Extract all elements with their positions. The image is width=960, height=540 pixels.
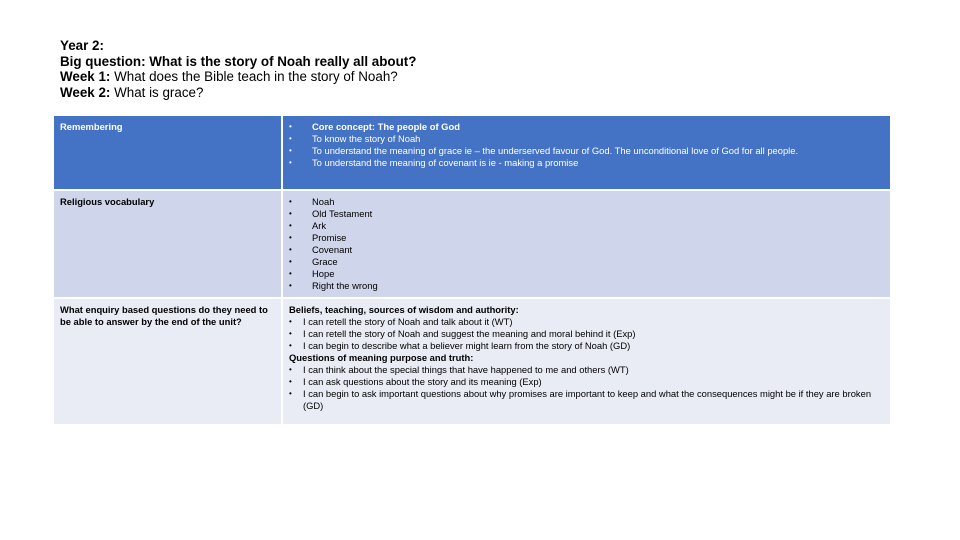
table-row bbox=[54, 189, 890, 297]
big-question-line: Big question: What is the story of Noah really all about? bbox=[60, 53, 417, 69]
week1-line: Week 1: What does the Bible teach in the story of Noah? bbox=[60, 69, 398, 84]
year-line: Year 2: bbox=[60, 38, 104, 53]
page-header bbox=[60, 38, 416, 100]
beliefs-heading: Beliefs, teaching, sources of wisdom and authority: bbox=[289, 304, 519, 315]
row-label-cell: Religious vocabulary bbox=[54, 189, 281, 297]
list-item: • I can think about the special things that have happened to me and others (WT) bbox=[289, 364, 884, 376]
row-content-cell bbox=[281, 189, 890, 297]
vocabulary-list bbox=[289, 196, 884, 292]
row-label-cell: Remembering bbox=[54, 116, 281, 189]
table-row bbox=[54, 116, 890, 189]
beliefs-list bbox=[289, 316, 884, 352]
list-item: • I can retell the story of Noah and talk about it (WT) bbox=[289, 316, 884, 328]
list-item: • Promise bbox=[289, 232, 884, 244]
list-item: • Right the wrong bbox=[289, 280, 884, 292]
list-item: • Grace bbox=[289, 256, 884, 268]
list-item: • Noah bbox=[289, 196, 884, 208]
meaning-list bbox=[289, 364, 884, 412]
list-item: • Core concept: The people of God bbox=[289, 121, 884, 133]
table-row bbox=[54, 297, 890, 424]
list-item: • Hope bbox=[289, 268, 884, 280]
row-content-cell bbox=[281, 116, 890, 189]
row-label-cell: What enquiry based questions do they need to be able to answer by the end of the unit? bbox=[54, 297, 281, 424]
row-content-cell bbox=[281, 297, 890, 424]
list-item: • I can begin to describe what a believer might learn from the story of Noah (GD) bbox=[289, 340, 884, 352]
list-item: • To understand the meaning of grace ie – the underserved favour of God. The unconditional love of God for all people. bbox=[289, 145, 884, 157]
list-item: • Ark bbox=[289, 220, 884, 232]
unit-table bbox=[54, 116, 890, 424]
remembering-list bbox=[289, 121, 884, 169]
list-item: • I can retell the story of Noah and suggest the meaning and moral behind it (Exp) bbox=[289, 328, 884, 340]
list-item: • To know the story of Noah bbox=[289, 133, 884, 145]
list-item: • Covenant bbox=[289, 244, 884, 256]
meaning-heading: Questions of meaning purpose and truth: bbox=[289, 352, 474, 363]
list-item: • Old Testament bbox=[289, 208, 884, 220]
week2-line: Week 2: What is grace? bbox=[60, 84, 204, 100]
list-item: • I can begin to ask important questions about why promises are important to keep and what the consequences might be if they are broken (GD) bbox=[289, 388, 884, 412]
list-item: • I can ask questions about the story and its meaning (Exp) bbox=[289, 376, 884, 388]
list-item: • To understand the meaning of covenant is ie - making a promise bbox=[289, 157, 884, 169]
